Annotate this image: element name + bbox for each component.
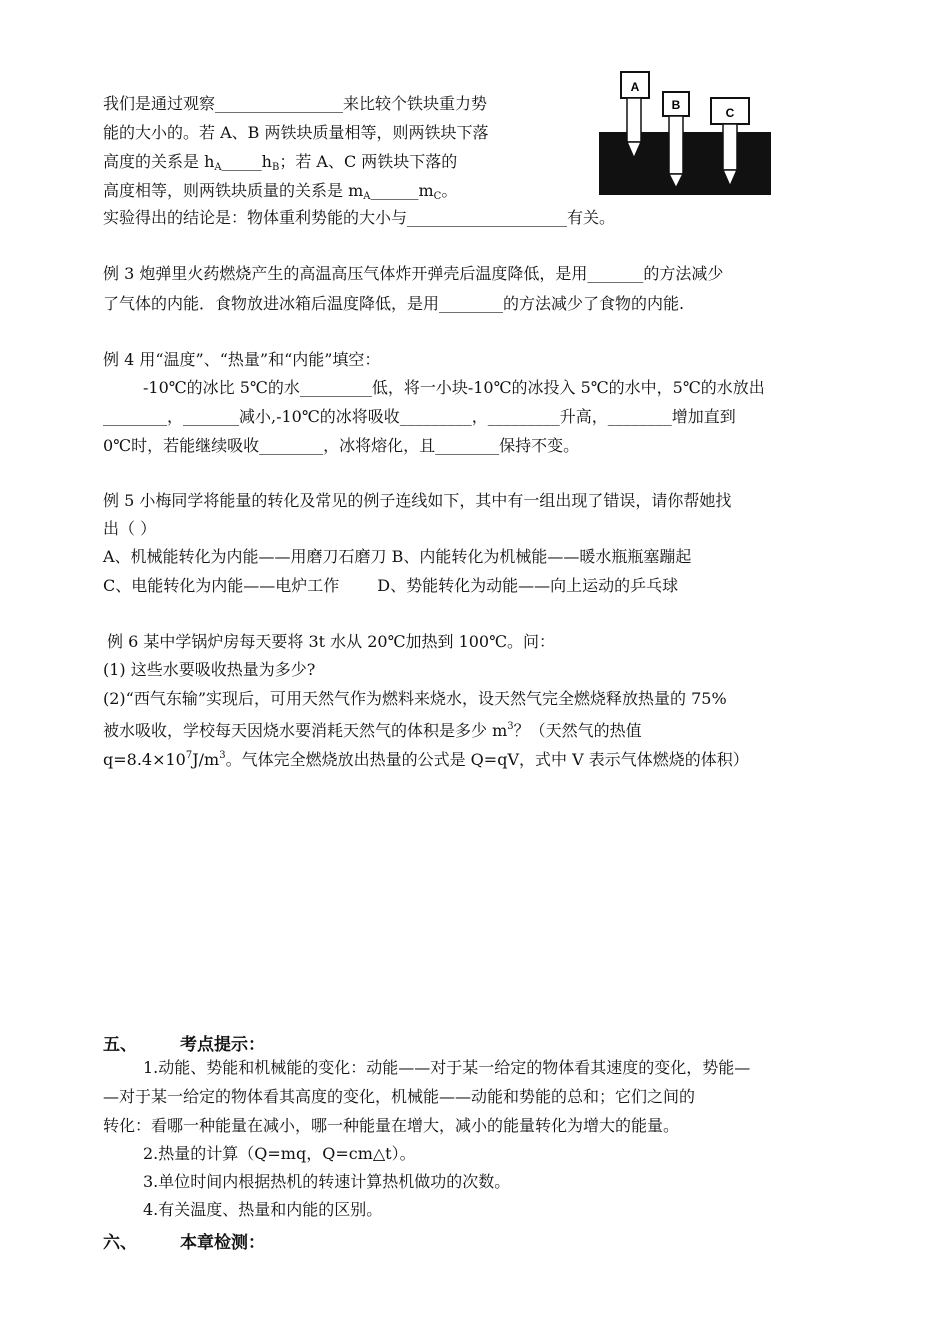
tip-4: 4.有关温度、热量和内能的区别。: [143, 1200, 383, 1219]
tip-1-line-1: 1.动能、势能和机械能的变化：动能——对于某一给定的物体看其速度的变化，势能—: [143, 1058, 751, 1077]
tip-2: 2.热量的计算（Q=mq，Q=cm△t）。: [143, 1144, 416, 1163]
label-a: A: [630, 80, 640, 94]
ex6-line-5: $q=8.4\times 10^7J/m^3$。气体完全燃烧放出热量的公式是 Q=qV，式中 V 表示气体燃烧的体积）: [103, 750, 749, 769]
label-b: B: [671, 98, 681, 112]
iron-blocks-figure: [597, 70, 775, 198]
ex2-line-2: 能的大小的。若 A、B 两铁块质量相等，则两铁块下落: [103, 123, 489, 142]
ex2-line-3: 高度的关系是 $h_A\_\_\_\_\_h_B$；若 A、C 两铁块下落的: [103, 152, 458, 173]
option-d: D、势能转化为动能——向上运动的乒乓球: [377, 576, 679, 595]
ex4-line-4: 0℃时，若能继续吸收________，冰将熔化，且________保持不变。: [103, 436, 580, 455]
sand-block: [599, 132, 771, 195]
ex4-line-2: -10℃的冰比 5℃的水_________低，将一小块-10℃的冰投入 5℃的水中，5℃的水放出: [143, 378, 765, 397]
ex4-line-1: 例 4 用“温度”、“热量”和“内能”填空：: [103, 350, 381, 369]
ex5-options-ab: [103, 547, 691, 567]
ex4-line-3: ________，_______减小,-10℃的冰将吸收_________，_________升高，________增加直到: [103, 407, 736, 426]
section-5-title: 考点提示：: [180, 1035, 265, 1055]
section-6-number: 六、: [103, 1233, 137, 1253]
ex5-line-2: 出（ ）: [103, 519, 157, 538]
ex6-line-2: (1) 这些水要吸收热量为多少?: [103, 660, 316, 679]
ex5-line-1: 例 5 小梅同学将能量的转化及常见的例子连线如下，其中有一组出现了错误，请你帮她找: [103, 491, 732, 510]
ex3-line-1: 例 3 炮弹里火药燃烧产生的高温高压气体炸开弹壳后温度降低，是用_______的方法减少: [103, 264, 724, 283]
ex6-line-3: (2)“西气东输”实现后，可用天然气作为燃料来烧水，设天然气完全燃烧释放热量的 75%: [103, 689, 727, 708]
option-a: A、机械能转化为内能——用磨刀石磨刀: [103, 547, 387, 566]
label-c: C: [725, 106, 735, 120]
ex6-line-4: 被水吸收，学校每天因烧水要消耗天然气的体积是多少 $m^3$？（天然气的热值: [103, 721, 642, 740]
ex2-line-5: 实验得出的结论是：物体重利势能的大小与____________________有关。: [103, 208, 616, 227]
ex3-line-2: 了气体的内能．食物放进冰箱后温度降低，是用________的方法减少了食物的内能.: [103, 294, 685, 313]
ex5-options-cd: [103, 576, 678, 596]
section-5-number: 五、: [103, 1035, 137, 1055]
section-6-title: 本章检测：: [180, 1233, 265, 1253]
ex2-line-1: 我们是通过观察________________来比较个铁块重力势: [103, 94, 488, 113]
option-c: C、电能转化为内能——电炉工作: [103, 576, 340, 595]
tip-3: 3.单位时间内根据热机的转速计算热机做功的次数。: [143, 1172, 511, 1191]
tip-1-line-2: —对于某一给定的物体看其高度的变化，机械能——动能和势能的总和；它们之间的: [103, 1087, 696, 1106]
ex6-line-1: 例 6 某中学锅炉房每天要将 3t 水从 20℃加热到 100℃。问：: [107, 632, 556, 651]
tip-1-line-3: 转化：看哪一种能量在减小，哪一种能量在增大，减小的能量转化为增大的能量。: [103, 1116, 680, 1135]
blank: ________________: [215, 94, 344, 113]
ex2-line-4: 高度相等，则两铁块质量的关系是 $m_A\_\_\_\_\_\_m_C$。: [103, 181, 458, 202]
option-b: B、内能转化为机械能——暖水瓶瓶塞蹦起: [391, 547, 692, 566]
